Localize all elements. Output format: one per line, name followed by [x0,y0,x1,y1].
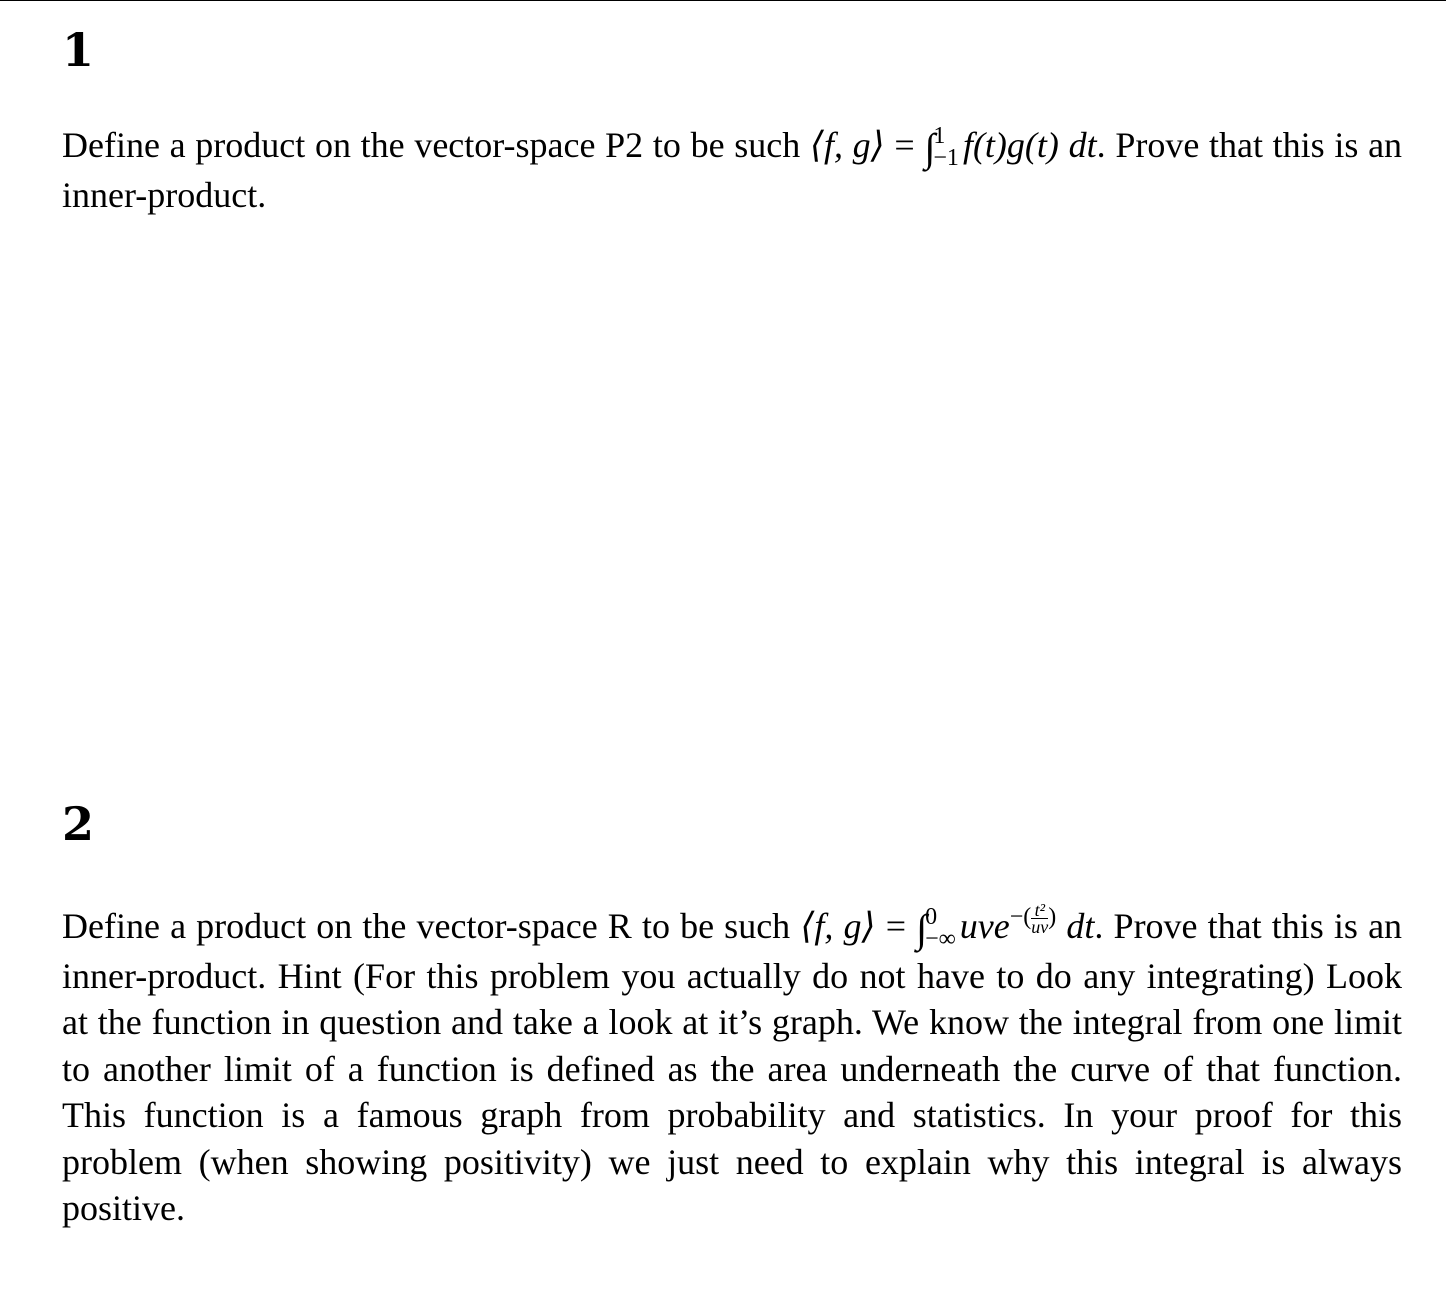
lower-limit: −1 [933,145,959,172]
lower-limit: −∞ [925,926,956,953]
problem-2 [62,798,1402,1232]
problem-2-formula [800,899,1095,953]
problem-2-text-before: Define a product on the vector-space R to be such [62,906,801,946]
upper-limit: 1 [933,123,946,150]
inner-product-lhs: ⟨f, g⟩ [809,125,885,165]
fraction-numerator: t² [1031,902,1048,919]
problem-1-text-before: Define a product on the vector-space P2 to be such [62,125,810,165]
problem-1 [62,24,1402,218]
problem-2-text-after: . Prove that this is an inner-product. Hint (For this problem you actually do not have to do any integrating) Look at the function in question and take a look at it’s graph. We know the integral from one limit to another limit of a function is defined as the area underneath the curve of that function. This function is a famous graph from probability and statistics. In your proof for this problem (when showing positivity) we just need to explain why this integral is always positive. [62,906,1403,1228]
equals-sign: = [894,125,915,165]
exponent-fraction [1031,899,1049,937]
integral-sign: ∫ [924,125,936,170]
problem-2-number: 2 [62,797,95,851]
problem-2-text [62,894,1402,1232]
differential: dt [1066,906,1095,946]
exponent-suffix: ) [1048,904,1057,930]
differential: dt [1068,125,1097,165]
problem-1-number: 1 [62,23,95,77]
problem-1-formula [809,123,1097,172]
exponent-prefix: −( [1009,904,1032,930]
exponent [1009,899,1057,937]
integral-sign: ∫ [916,906,928,951]
integral-limits [933,123,959,172]
fraction-denominator: uv [1031,916,1049,937]
problem-1-text [62,122,1402,218]
integral-limits [925,904,956,953]
top-rule [0,0,1446,1]
integrand: f(t)g(t) [962,125,1059,165]
inner-product-lhs: ⟨f, g⟩ [800,906,876,946]
integrand: uve [959,906,1010,946]
equals-sign: = [885,906,906,946]
problem-1-text-after: . Prove that this is an inner-product. [62,125,1403,215]
upper-limit: 0 [925,904,938,931]
